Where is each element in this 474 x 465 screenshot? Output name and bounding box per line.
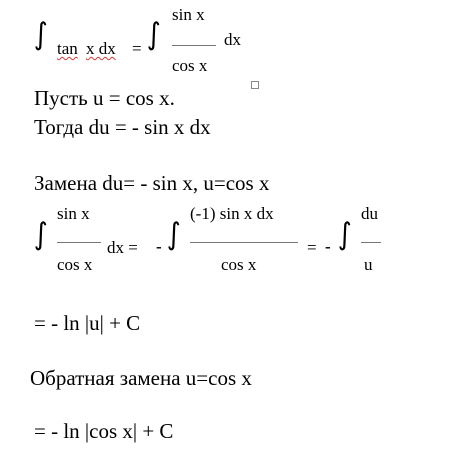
text-back-substitution: Обратная замена u=cos x (30, 366, 252, 390)
integral-sign: ∫ (146, 17, 161, 52)
fraction-numerator: (-1) sin x dx (190, 204, 274, 223)
fraction-denominator: cos x (57, 255, 93, 274)
equals-sign: = (132, 39, 142, 58)
fraction-bar (172, 45, 216, 46)
integral-sign: ∫ (166, 217, 181, 252)
fraction-bar (190, 242, 298, 243)
fraction-denominator: cos x (172, 56, 208, 75)
text-substitution: Замена du= - sin x, u=cos x (34, 171, 270, 195)
dx-equals-text: dx = (107, 238, 138, 257)
fraction-numerator: sin x (172, 5, 205, 24)
equals-sign: = (307, 238, 317, 257)
fraction-bar (361, 242, 381, 243)
final-result: = - ln |cos x| + C (34, 419, 174, 443)
anchor-marker (251, 81, 259, 89)
minus-sign: - (156, 237, 162, 256)
integral-sign: ∫ (33, 217, 48, 252)
tan-text: tan (57, 39, 78, 58)
text-let: Пусть u = cos x. (34, 86, 175, 110)
integral-sign: ∫ (337, 217, 352, 252)
minus-sign: - (325, 237, 331, 256)
x-dx-text: x dx (86, 39, 116, 58)
fraction-numerator: sin x (57, 204, 90, 223)
fraction-bar (57, 242, 101, 243)
integral-sign: ∫ (33, 17, 48, 52)
dx-text: dx (224, 30, 241, 49)
fraction-numerator: du (361, 204, 378, 223)
fraction-denominator: u (364, 255, 373, 274)
text-then: Тогда du = - sin x dx (34, 115, 211, 139)
fraction-denominator: cos x (221, 255, 257, 274)
result-in-u: = - ln |u| + C (34, 311, 141, 335)
